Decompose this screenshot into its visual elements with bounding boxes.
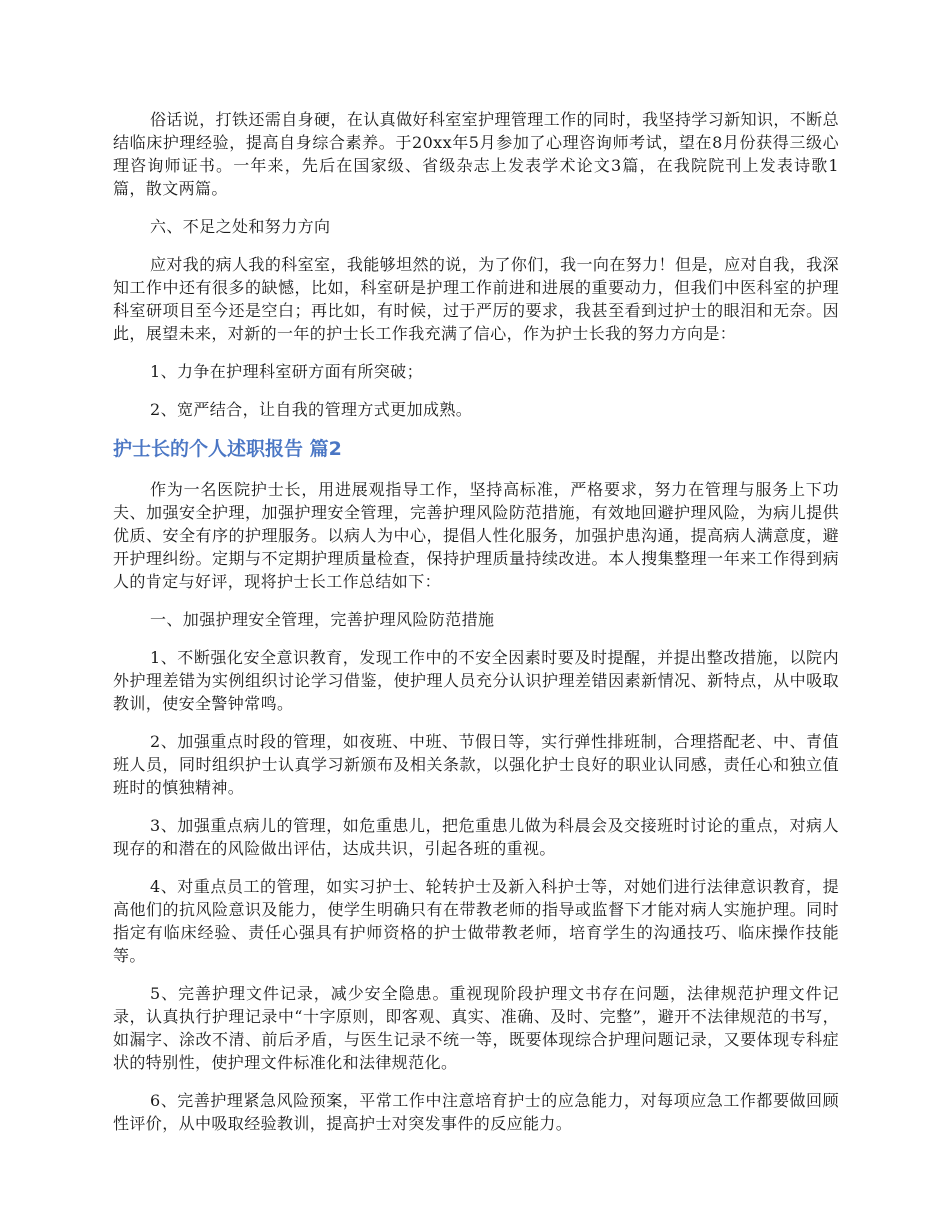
section-subheading: 六、不足之处和努力方向	[150, 217, 331, 236]
list-item: 2、宽严结合，让自我的管理方式更加成熟。	[150, 400, 473, 419]
body-paragraph: 应对我的病人我的科室室，我能够坦然的说，为了你们，我一向在努力！但是，应对自我，我深知工作中还有很多的缺憾，比如，科室研是护理工作前进和进展的重要动力，但我们中医科室的护理科室研项目至今还是空白；再比如，有时候，过于严厉的要求，我甚至看到过护士的眼泪和无奈。因此，展望未来，对新的一年的护士长工作我充满了信心，作为护士长我的努力方向是：	[113, 255, 839, 343]
list-item: 1、力争在护理科室研方面有所突破；	[150, 362, 423, 381]
body-paragraph: 俗话说，打铁还需自身硬，在认真做好科室室护理管理工作的同时，我坚持学习新知识，不断总结临床护理经验，提高自身综合素养。于20xx年5月参加了心理咨询师考试，望在8月份获得三级心理咨询师证书。一年来，先后在国家级、省级杂志上发表学术论文3篇，在我院院刊上发表诗歌1篇，散文两篇。	[113, 110, 839, 198]
list-item: 3、加强重点病儿的管理，如危重患儿，把危重患儿做为科晨会及交接班时讨论的重点，对病人现存的和潜在的风险做出评估，达成共识，引起各班的重视。	[113, 816, 839, 858]
section-heading: 护士长的个人述职报告 篇2	[113, 438, 342, 460]
list-item: 6、完善护理紧急风险预案，平常工作中注意培育护士的应急能力，对每项应急工作都要做回顾性评价，从中吸取经验教训，提高护士对突发事件的反应能力。	[113, 1091, 839, 1133]
list-item: 4、对重点员工的管理，如实习护士、轮转护士及新入科护士等，对她们进行法律意识教育，提高他们的抗风险意识及能力，使学生明确只有在带教老师的指导或监督下才能对病人实施护理。同时指定有临床经验、责任心强具有护师资格的护士做带教老师，培育学生的沟通技巧、临床操作技能等。	[113, 877, 839, 965]
list-item: 1、不断强化安全意识教育，发现工作中的不安全因素时要及时提醒，并提出整改措施，以院内外护理差错为实例组织讨论学习借鉴，使护理人员充分认识护理差错因素新情况、新特点，从中吸取教训，使安全警钟常鸣。	[113, 648, 839, 713]
list-item: 5、完善护理文件记录，减少安全隐患。重视现阶段护理文书存在问题，法律规范护理文件记录，认真执行护理记录中“十字原则，即客观、真实、准确、及时、完整”，避开不法律规范的书写，如漏字、涂改不清、前后矛盾，与医生记录不统一等，既要体现综合护理问题记录，又要体现专科症状的特别性，使护理文件标准化和法律规范化。	[113, 984, 839, 1072]
section-subheading: 一、加强护理安全管理，完善护理风险防范措施	[150, 610, 495, 629]
list-item: 2、加强重点时段的管理，如夜班、中班、节假日等，实行弹性排班制，合理搭配老、中、青值班人员，同时组织护士认真学习新颁布及相关条款，以强化护士良好的职业认同感，责任心和独立值班时的慎独精神。	[113, 732, 839, 797]
document-page	[113, 108, 839, 1150]
body-paragraph: 作为一名医院护士长，用进展观指导工作，坚持高标准，严格要求，努力在管理与服务上下功夫、加强安全护理，加强护理安全管理，完善护理风险防范措施，有效地回避护理风险，为病儿提供优质、安全有序的护理服务。以病人为中心，提倡人性化服务，加强护患沟通，提高病人满意度，避开护理纠纷。定期与不定期护理质量检查，保持护理质量持续改进。本人搜集整理一年来工作得到病人的肯定与好评，现将护士长工作总结如下：	[113, 480, 839, 591]
